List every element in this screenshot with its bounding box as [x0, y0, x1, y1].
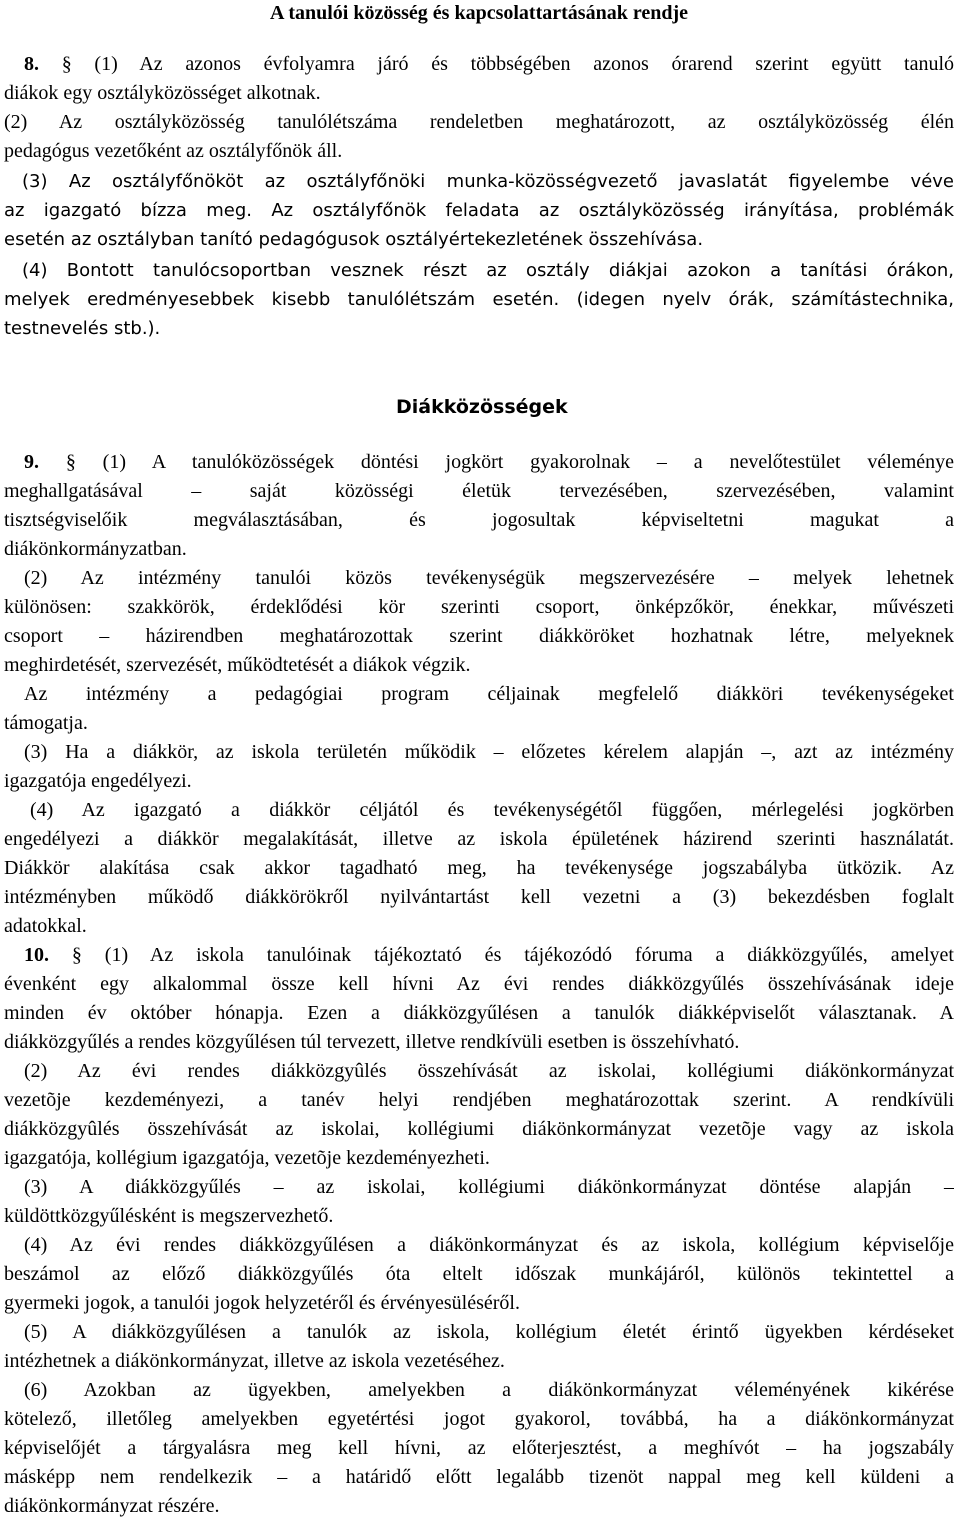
section-10-number: 10. — [24, 944, 49, 966]
section-9-paragraph-2-line: meghirdetését, szervezését, működtetését a diákok végzik. — [4, 654, 471, 676]
section-8-paragraph-2-line: (2) Az osztályközösség tanulólétszáma rendeletben meghatározott, az osztályközösség élén — [4, 111, 954, 133]
section-9-paragraph-3-line: igazgatója engedélyezi. — [4, 770, 192, 792]
section-8-number: 8. — [24, 53, 39, 75]
section-9-number: 9. — [24, 451, 39, 473]
section-10-paragraph-4-line: (4) Az évi rendes diákközgyűlésen a diákönkormányzat és az iskola, kollégium képviselője — [24, 1234, 954, 1256]
section-8-paragraph-4-line: melyek eredményesebbek kisebb tanulólétszám esetén. (idegen nyelv órák, számítástechnika, — [4, 289, 954, 310]
section-8-paragraph-1-line-2: diákok egy osztályközösséget alkotnak. — [4, 82, 321, 104]
section-10-paragraph-6-line: másképp nem rendelkezik – a határidő előtt legalább tizenöt nappal meg kell küldeni a — [4, 1466, 954, 1488]
section-9-paragraph-3-line: (3) Ha a diákkör, az iskola területén működik – előzetes kérelem alapján –, azt az intézmény — [24, 741, 954, 763]
section-10-paragraph-2-line: diákközgyûlés összehívását az iskolai, kollégiumi diákönkormányzat vezetõje vagy az iskola — [4, 1118, 954, 1140]
section-10-paragraph-3-line: küldöttközgyűlésként is megszervezhető. — [4, 1205, 334, 1227]
section-10-paragraph-4-line: beszámol az előző diákközgyűlés óta eltelt időszak munkájáról, különös tekintettel a — [4, 1263, 954, 1285]
section-9-paragraph-2b-line: támogatja. — [4, 712, 88, 734]
section-10-paragraph-5-line: (5) A diákközgyűlésen a tanulók az iskola, kollégium életét érintő ügyekben kérdéseket — [24, 1321, 954, 1343]
section-10-paragraph-3-line: (3) A diákközgyűlés – az iskolai, kollégiumi diákönkormányzat döntése alapján – — [24, 1176, 954, 1198]
section-10-paragraph-1-line: évenként egy alkalommal össze kell hívni Az évi rendes diákközgyűlés összehívásának ideje — [4, 973, 954, 995]
section-8-paragraph-4-line: testnevelés stb.). — [4, 318, 161, 339]
section-9-paragraph-1-line-1: 9. § (1) A tanulóközösségek döntési jogkört gyakorolnak – a nevelőtestület véleménye — [24, 451, 954, 473]
section-10-paragraph-6-line: képviselőjét a tárgyalásra meg kell hívni, az előterjesztést, a meghívót – ha jogszabály — [4, 1437, 954, 1459]
section-9-paragraph-4-line: engedélyezi a diákkör megalakítását, illetve az iskola épületének házirend szerinti használatát. — [4, 828, 954, 850]
section-8-paragraph-2-line: pedagógus vezetőként az osztályfőnök áll. — [4, 140, 343, 162]
section-10-paragraph-5-line: intézhetnek a diákönkormányzat, illetve az iskola vezetéséhez. — [4, 1350, 505, 1372]
section-9-paragraph-4-line: adatokkal. — [4, 915, 87, 937]
section-10-paragraph-4-line: gyermeki jogok, a tanulói jogok helyzetéről és érvényesüléséről. — [4, 1292, 520, 1314]
section-10-paragraph-6-line: diákönkormányzat részére. — [4, 1495, 220, 1517]
section-10-paragraph-1-line: minden év október hónapja. Ezen a diákközgyűlésen a tanulók diákképviselőt választanak. A — [4, 1002, 954, 1024]
section-heading-diakkozossegek: Diákközösségek — [396, 396, 568, 418]
section-10-paragraph-2-line: igazgatója, kollégium igazgatója, vezetõje kezdeményezheti. — [4, 1147, 490, 1169]
section-9-paragraph-2b-line: Az intézmény a pedagógiai program céljainak megfelelő diákköri tevékenységeket — [24, 683, 954, 705]
section-8-paragraph-4-line: (4) Bontott tanulócsoportban vesznek részt az osztály diákjai azokon a tanítási órákon, — [22, 260, 954, 281]
section-10-paragraph-6-line: kötelező, illetőleg amelyekben egyetértési jogot gyakorol, továbbá, ha a diákönkormányzat — [4, 1408, 954, 1430]
section-9-paragraph-4-line: intézményben működő diákkörökről nyilvántartást kell vezetni a (3) bekezdésben foglalt — [4, 886, 954, 908]
section-10-paragraph-6-line: (6) Azokban az ügyekben, amelyekben a diákönkormányzat véleményének kikérése — [24, 1379, 954, 1401]
section-10-paragraph-1-line: diákközgyűlés a rendes közgyűlésen túl tervezett, illetve rendkívüli esetben is összehívható. — [4, 1031, 740, 1053]
section-9-paragraph-4-line: Diákkör alakítása csak akkor tagadható meg, ha tevékenysége jogszabályba ütközik. Az — [4, 857, 954, 879]
section-8-paragraph-1-line-1: 8. § (1) Az azonos évfolyamra járó és többségében azonos órarend szerint együtt tanuló — [24, 53, 954, 75]
section-10-paragraph-2-line: (2) Az évi rendes diákközgyûlés összehívását az iskolai, kollégiumi diákönkormányzat — [24, 1060, 954, 1082]
section-9-paragraph-2-line: különösen: szakkörök, érdeklődési kör szerinti csoport, önképzőkör, énekkar, művészeti — [4, 596, 954, 618]
section-8-paragraph-3-line: az igazgató bízza meg. Az osztályfőnök feladata az osztályközösség irányítása, problémák — [4, 200, 954, 221]
section-9-paragraph-2-line: (2) Az intézmény tanulói közös tevékenységük megszervezésére – melyek lehetnek — [24, 567, 954, 589]
section-9-paragraph-1-line: tisztségviselőik megválasztásában, és jogosultak képviseltetni magukat a — [4, 509, 954, 531]
section-8-paragraph-3-line: esetén az osztályban tanító pedagógusok osztályértekezletének összehívása. — [4, 229, 704, 250]
section-8-paragraph-3-line: (3) Az osztályfőnököt az osztályfőnöki munka-közösségvezető javaslatát figyelembe véve — [22, 171, 954, 192]
document-title: A tanulói közösség és kapcsolattartásának rendje — [270, 2, 688, 24]
section-9-paragraph-1-line: diákönkormányzatban. — [4, 538, 187, 560]
section-10-paragraph-1-line-1: 10. § (1) Az iskola tanulóinak tájékoztató és tájékozódó fóruma a diákközgyűlés, amelyet — [24, 944, 954, 966]
section-9-paragraph-4-line: (4) Az igazgató a diákkör céljától és tevékenységétől függően, mérlegelési jogkörben — [30, 799, 954, 821]
section-9-paragraph-1-line: meghallgatásával – saját közösségi életük tervezésében, szervezésében, valamint — [4, 480, 954, 502]
section-9-paragraph-2-line: csoport – házirendben meghatározottak szerint diákköröket hozhatnak létre, melyeknek — [4, 625, 954, 647]
section-10-paragraph-2-line: vezetõje kezdeményezi, a tanév helyi rendjében meghatározottak szerint. A rendkívüli — [4, 1089, 954, 1111]
